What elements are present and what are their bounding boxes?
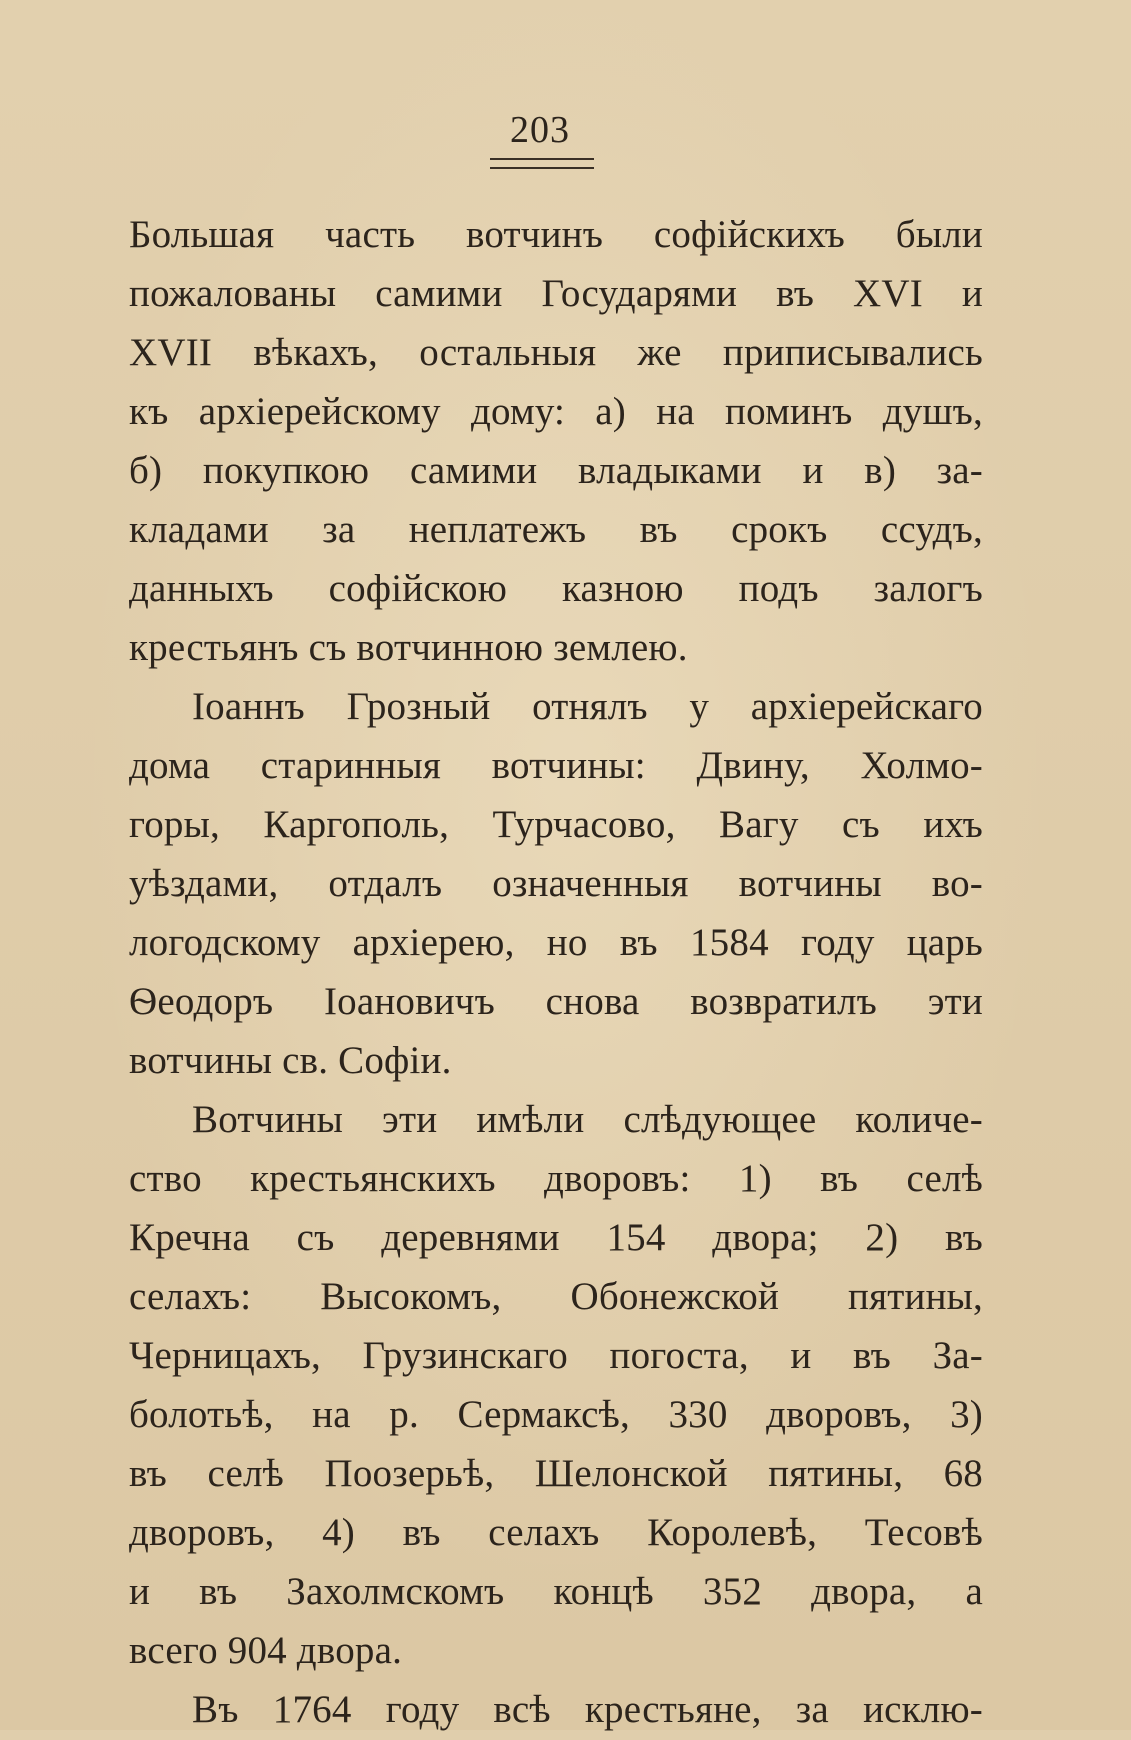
text-line: всего 904 двора. xyxy=(129,1629,403,1672)
text-line: пожалованы самими Государями въ XVI и xyxy=(129,272,983,315)
text-line: б) покупкою самими владыками и в) за- xyxy=(129,449,983,492)
text-line: селахъ: Высокомъ, Обонежской пятины, xyxy=(129,1275,983,1318)
text-line: данныхъ софійскою казною подъ залогъ xyxy=(129,567,983,610)
text-line: Въ 1764 году всѣ крестьяне, за исклю- xyxy=(192,1688,983,1731)
text-line: Кречна съ деревнями 154 двора; 2) въ xyxy=(129,1216,983,1259)
text-line: вотчины св. Софіи. xyxy=(129,1039,452,1082)
text-line: XVII вѣкахъ, остальныя же приписывались xyxy=(129,331,983,374)
text-line: Вотчины эти имѣли слѣдующее количе- xyxy=(192,1098,983,1141)
text-line: Черницахъ, Грузинскаго погоста, и въ За- xyxy=(129,1334,983,1377)
text-line: къ архіерейскому дому: а) на поминъ душъ, xyxy=(129,390,983,433)
text-line: логодскому архіерею, но въ 1584 году царь xyxy=(129,921,983,964)
page-number: 203 xyxy=(510,109,570,151)
text-line: и въ Захолмскомъ концѣ 352 двора, а xyxy=(129,1570,983,1613)
text-line: дома старинныя вотчины: Двину, Холмо- xyxy=(129,744,983,787)
text-line: дворовъ, 4) въ селахъ Королевѣ, Тесовѣ xyxy=(129,1511,983,1554)
text-line: Іоаннъ Грозный отнялъ у архіерейскаго xyxy=(192,685,983,728)
text-line: Большая часть вотчинъ софійскихъ были xyxy=(129,213,983,256)
text-line: въ селѣ Поозерьѣ, Шелонской пятины, 68 xyxy=(129,1452,983,1495)
text-line: крестьянъ съ вотчинною землею. xyxy=(129,626,688,669)
text-line: ство крестьянскихъ дворовъ: 1) въ селѣ xyxy=(129,1157,983,1200)
page-number-double-rule xyxy=(490,158,594,169)
text-line: болотьѣ, на р. Сермаксѣ, 330 дворовъ, 3) xyxy=(129,1393,983,1436)
text-line: Ѳеодоръ Іоановичъ снова возвратилъ эти xyxy=(129,980,983,1023)
text-line: кладами за неплатежъ въ срокъ ссудъ, xyxy=(129,508,983,551)
text-line: горы, Каргополь, Турчасово, Вагу съ ихъ xyxy=(129,803,983,846)
text-line: уѣздами, отдалъ означенныя вотчины во- xyxy=(129,862,983,905)
